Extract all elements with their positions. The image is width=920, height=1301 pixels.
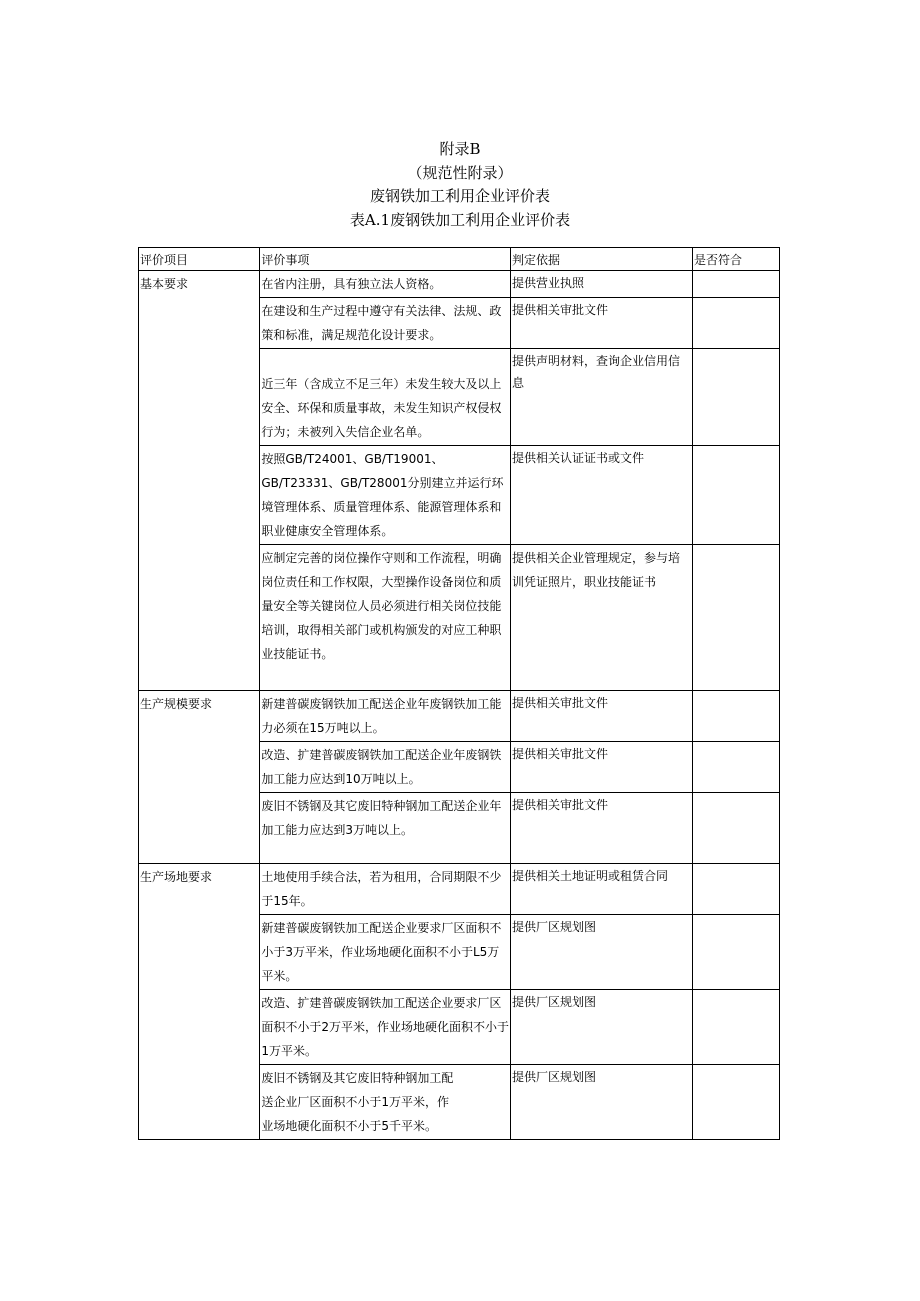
item-cell: 在建设和生产过程中遵守有关法律、法规、政策和标准，满足规范化设计要求。 — [260, 298, 511, 349]
category-cell: 生产规模要求 — [139, 691, 260, 864]
result-cell[interactable] — [693, 990, 780, 1065]
basis-cell: 提供厂区规划图 — [511, 990, 693, 1065]
item-cell: 废旧不锈钢及其它废旧特种钢加工配送企业年加工能力应达到3万吨以上。 — [260, 793, 511, 864]
header-category: 评价项目 — [139, 248, 260, 271]
category-cell: 基本要求 — [139, 271, 260, 691]
evaluation-table — [138, 247, 780, 1140]
basis-cell: 提供营业执照 — [511, 271, 693, 298]
item-cell: 按照GB/T24001、GB/T19001、GB/T23331、GB/T28001分别建立并运行环境管理体系、质量管理体系、能源管理体系和职业健康安全管理体系。 — [260, 446, 511, 545]
table-caption: 表A.1废钢铁加工利用企业评价表 — [349, 210, 571, 229]
result-cell[interactable] — [693, 1065, 780, 1140]
basis-cell: 提供相关审批文件 — [511, 691, 693, 742]
appendix-type: （规范性附录） — [407, 163, 513, 182]
result-cell[interactable] — [693, 742, 780, 793]
result-cell[interactable] — [693, 864, 780, 915]
basis-cell: 提供声明材料，查询企业信用信息 — [511, 349, 693, 446]
basis-cell: 提供相关审批文件 — [511, 793, 693, 864]
basis-cell: 提供相关审批文件 — [511, 742, 693, 793]
result-cell[interactable] — [693, 545, 780, 691]
appendix-title: 附录B — [439, 140, 481, 158]
item-cell: 改造、扩建普碳废钢铁加工配送企业年废钢铁加工能力应达到10万吨以上。 — [260, 742, 511, 793]
result-cell[interactable] — [693, 271, 780, 298]
result-cell[interactable] — [693, 446, 780, 545]
item-cell: 近三年（含成立不足三年）未发生较大及以上安全、环保和质量事故，未发生知识产权侵权行为；未被列入失信企业名单。 — [260, 349, 511, 446]
table-header-row — [139, 248, 780, 271]
result-cell[interactable] — [693, 915, 780, 990]
form-title: 废钢铁加工利用企业评价表 — [369, 187, 550, 205]
item-cell: 新建普碳废钢铁加工配送企业年废钢铁加工能力必须在15万吨以上。 — [260, 691, 511, 742]
item-cell: 土地使用手续合法，若为租用，合同期限不少于15年。 — [260, 864, 511, 915]
result-cell[interactable] — [693, 298, 780, 349]
document-titles — [0, 138, 920, 232]
result-cell[interactable] — [693, 793, 780, 864]
result-cell[interactable] — [693, 349, 780, 446]
basis-cell: 提供相关企业管理规定，参与培训凭证照片，职业技能证书 — [511, 545, 693, 691]
table-row — [139, 271, 780, 298]
basis-cell: 提供相关认证证书或文件 — [511, 446, 693, 545]
category-cell: 生产场地要求 — [139, 864, 260, 1140]
table-row — [139, 691, 780, 742]
header-item: 评价事项 — [260, 248, 511, 271]
item-cell: 改造、扩建普碳废钢铁加工配送企业要求厂区面积不小于2万平米，作业场地硬化面积不小于1万平米。 — [260, 990, 511, 1065]
basis-cell: 提供相关审批文件 — [511, 298, 693, 349]
item-cell: 应制定完善的岗位操作守则和工作流程，明确岗位责任和工作权限，大型操作设备岗位和质量安全等关键岗位人员必须进行相关岗位技能培训，取得相关部门或机构颁发的对应工种职业技能证书。 — [260, 545, 511, 691]
basis-cell: 提供厂区规划图 — [511, 915, 693, 990]
table-row — [139, 864, 780, 915]
basis-cell: 提供相关土地证明或租赁合同 — [511, 864, 693, 915]
header-basis: 判定依据 — [511, 248, 693, 271]
item-cell: 废旧不锈钢及其它废旧特种钢加工配送企业厂区面积不小于1万平米，作业场地硬化面积不小于5千平米。 — [260, 1065, 511, 1140]
item-cell: 新建普碳废钢铁加工配送企业要求厂区面积不小于3万平米，作业场地硬化面积不小于L5万平米。 — [260, 915, 511, 990]
item-cell: 在省内注册，具有独立法人资格。 — [260, 271, 511, 298]
basis-cell: 提供厂区规划图 — [511, 1065, 693, 1140]
result-cell[interactable] — [693, 691, 780, 742]
header-result: 是否符合 — [693, 248, 780, 271]
